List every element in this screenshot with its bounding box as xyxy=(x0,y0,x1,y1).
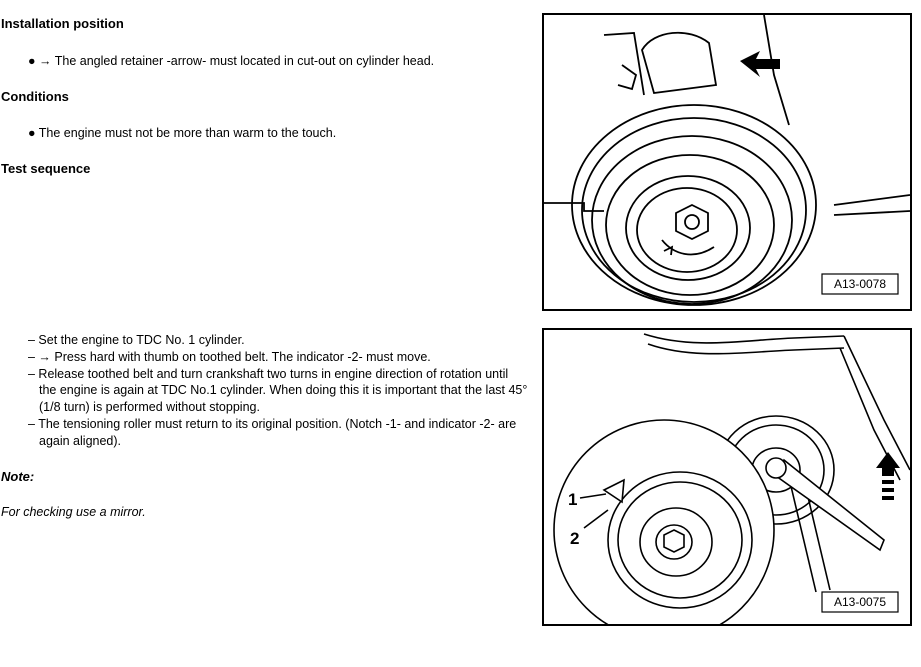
conditions-bullet: ● The engine must not be more than warm to the touch. xyxy=(28,126,337,140)
tensioner-test-illustration xyxy=(544,330,910,624)
note-heading: Note: xyxy=(1,469,35,484)
tensioner-installation-illustration xyxy=(544,15,910,309)
step-item: – The tensioning roller must return to its original position. (Notch -1- and indicator -2- are again aligned). xyxy=(28,416,517,448)
figure-tensioner-installation xyxy=(542,13,912,311)
note-text: For checking use a mirror. xyxy=(1,505,146,519)
step-item: – → Press hard with thumb on toothed belt. The indicator -2- must move. xyxy=(28,349,431,364)
heading-installation-position: Installation position xyxy=(1,16,124,31)
test-sequence-steps xyxy=(28,332,528,450)
heading-test-sequence: Test sequence xyxy=(1,161,91,176)
callout-2: 2 xyxy=(570,529,580,548)
figure-label: A13-0078 xyxy=(833,277,887,291)
heading-conditions: Conditions xyxy=(1,89,69,104)
installation-bullet: ● → The angled retainer -arrow- must located in cut-out on cylinder head. xyxy=(28,54,435,68)
arrow-up-icon xyxy=(876,452,900,500)
callout-1: 1 xyxy=(568,490,578,509)
figure-label: A13-0075 xyxy=(833,595,887,609)
step-item: – Set the engine to TDC No. 1 cylinder. xyxy=(28,333,245,347)
figure-tensioner-test xyxy=(542,328,912,626)
step-item: – Release toothed belt and turn crankshaft two turns in engine direction of rotation until the engine is again at TDC No.1 cylinder. When doing this it is important that the last 45° (1/8 turn) is performed without stopping. xyxy=(28,366,528,415)
